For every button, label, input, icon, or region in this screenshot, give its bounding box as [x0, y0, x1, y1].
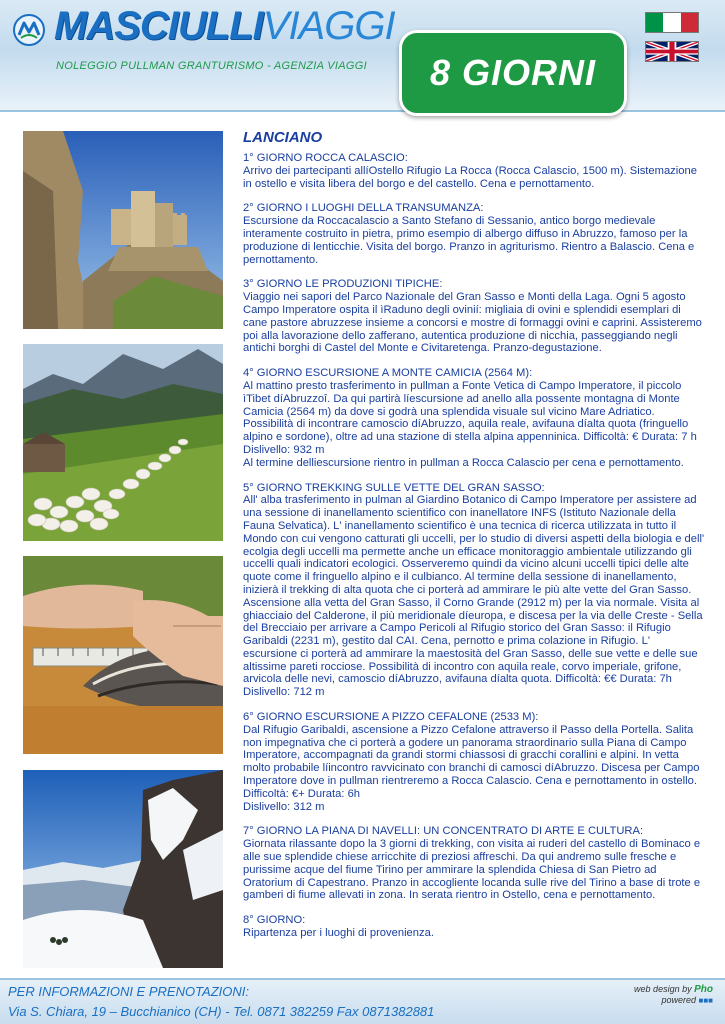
day-heading: 8° GIORNO:	[243, 914, 306, 927]
web-design-credit[interactable]	[603, 984, 713, 995]
snow-mountain-photo	[23, 770, 223, 968]
powered-logo: ■■■	[698, 996, 713, 1005]
credits	[603, 984, 713, 1005]
itinerary	[243, 129, 705, 952]
uk-flag-icon[interactable]	[645, 41, 699, 62]
day-heading: 1° GIORNO ROCCA CALASCIO:	[243, 152, 408, 164]
day-description: Viaggio nei sapori del Parco Nazionale del Gran Sasso e Monti della Laga. Ogni 5 agosto Campo Imperatore ospita il ìRaduno degli ovinií: migliaia di ovini e splendidi esemplari di cane pastore abruzzese insieme a concorsi e mostre di formaggi ovini e caprini. Assisteremo poi alla lavorazione dello zafferano, autentica produzione di nicchia, passeggiando negli antichi borghi di Castel del Monte e Civitaretenga. Pranzo-degustazione.	[243, 291, 702, 355]
day-4	[243, 367, 705, 469]
day-heading: 3° GIORNO LE PRODUZIONI TIPICHE:	[243, 278, 443, 291]
tagline: NOLEGGIO PULLMAN GRANTURISMO - AGENZIA VIAGGI	[56, 60, 367, 72]
brand-name-bold: MASCIULLI	[54, 4, 263, 48]
brand-logo-icon	[12, 13, 46, 47]
day-heading: 7° GIORNO LA PIANA DI NAVELLI: UN CONCENTRATO DI ARTE E CULTURA:	[243, 825, 644, 838]
day-description: Giornata rilassante dopo la 3 giorni di trekking, con visita ai ruderi del castello di Bominaco e alle sue splendide chiese arricchite di preziosi affreschi. Da qui andremo sulle fresche e purissime acque del fiume Tirino per ammirare la splendida Chiesa di San Pietro ad Oratorium di Capestrano. Pranzo in accogliente locanda sulle rive del Tirino a base di trote e gamberi di fiume allevati in zona. In serata rientro in Ostello, cena e pernottamento.	[243, 838, 701, 902]
day-8	[243, 914, 705, 940]
day-heading: 2° GIORNO I LUOGHI DELLA TRANSUMANZA:	[243, 202, 484, 215]
day-3	[243, 278, 705, 355]
day-1	[243, 152, 705, 190]
day-description: Al mattino presto trasferimento in pullman a Fonte Vetica di Campo Imperatore, il piccolo ìTibet díAbruzzoî. Da qui partirà líescursione ad anello alla possente montagna di Monte Camicia (2564 m) da dove si godrà una splendida visuale sul vicino Mare Adriatico. Possibilità di incontrare camoscio díAbruzzo, aquila reale, avifauna díalta quota (fringuello alpino e sordone), oltre ad una stazione di stella alpina appenninica. Difficoltà: € Durata: 7 h Dislivello: 932 m Al termine delliescursione rientro in pullman a Rocca Calascio per cena e pernottamento.	[243, 379, 697, 469]
powered-label: powered	[661, 995, 696, 1005]
day-2	[243, 202, 705, 266]
italian-flag-icon[interactable]	[645, 12, 699, 33]
bird-ringing-photo	[23, 556, 223, 754]
day-7	[243, 825, 705, 902]
day-heading: 4° GIORNO ESCURSIONE A MONTE CAMICIA (2564 M):	[243, 367, 533, 380]
itinerary-title: LANCIANO	[243, 129, 323, 146]
header	[0, 0, 725, 112]
day-description: Ripartenza per i luoghi di provenienza.	[243, 927, 434, 940]
days-badge-label: 8 GIORNI	[429, 52, 597, 93]
day-heading: 6° GIORNO ESCURSIONE A PIZZO CEFALONE (2533 M):	[243, 711, 539, 724]
day-description: Dal Rifugio Garibaldi, ascensione a Pizzo Cefalone attraverso il Passo della Portella. Salita non impegnativa che ci porterà a godere un panorama straordinario sulla Piana di Campo Imperatore, accompagnati da grandi stormi chiassosi di gracchi corallini e alpini. In vetta molto probabile líincontro ravvicinato con branchi di camosci díAbruzzo. Discesa per Campo Imperatore dove in pullman rientreremo a Rocca Calascio. Cena e pernottamento in ostello. Difficoltà: €+ Durata: 6h Dislivello: 312 m	[243, 723, 700, 813]
web-design-logo: Pho	[694, 984, 713, 995]
days-badge	[399, 30, 627, 116]
sheep-photo	[23, 344, 223, 541]
web-design-label: web design by	[634, 984, 692, 994]
brand-name-light: VIAGGI	[262, 4, 395, 48]
day-description: Escursione da Roccacalascio a Santo Stefano di Sessanio, antico borgo medievale interamente costruito in pietra, primo esempio di albergo diffuso in Abruzzo, famoso per la produzione di lenticchie. Visita del borgo. Pranzo in agriturismo. Rientro a Balascio. Cena e pernottamento.	[243, 215, 695, 266]
footer-contact: Via S. Chiara, 19 – Bucchianico (CH) - Tel. 0871 382259 Fax 0871382881	[8, 1004, 435, 1019]
powered-credit[interactable]	[603, 995, 713, 1005]
day-6	[243, 711, 705, 813]
brand-name	[54, 4, 395, 60]
day-description: Arrivo dei partecipanti allíOstello Rifugio La Rocca (Rocca Calascio, 1500 m). Sistemazione in ostello e visita libera del borgo e del castello. Cena e pernottamento.	[243, 164, 697, 190]
day-5	[243, 482, 705, 700]
day-heading: 5° GIORNO TREKKING SULLE VETTE DEL GRAN SASSO:	[243, 481, 545, 494]
castle-photo	[23, 131, 223, 329]
footer	[0, 978, 725, 1024]
footer-title: PER INFORMAZIONI E PRENOTAZIONI:	[8, 984, 249, 999]
day-description: All' alba trasferimento in pulman al Giardino Botanico di Campo Imperatore per assistere ad una sessione di inanellamento scientifico con inanellatore INFS (Istituto Nazionale della Fauna Selvatica). L' inanellamento scientifico è una tecnica di ricerca utilizzata in tutto il Mondo con cui vengono catturati gli uccelli, per lo studio di diversi aspetti della biologia e dell' ecolgia degli uccelli ma permette anche un efficace monitoraggio ambientale utilizzando gli uccelli quali indicatori ecologici. Osserveremo quindi da vicino alcuni uccelli tipici delle alte quote come il fringuello alpino e il culbianco. Al termine della sessione di inanellamento, inizierà il trekking di alta quota che ci porterà ad ammirare le più alte vette del Gran Sasso. Ascensione alla vetta del Gran Sasso, il Corno Grande (2912 m) per la via normale. Visita al ghiacciaio del Calderone, il più meridionale díeuropa, e discesa per la via delle Creste - Sella del Brecciaio per arrivare a Campo Pericoli al Rifugio storico del Gran Sasso: il Rifugio Garibaldi (2231 m), gestito dal CAI. Cena, pernotto e prima colazione in Rifugio. L' escursione ci porterà ad ammirare la maestosità del Gran Sasso, delle sue vette e delle sue altissime pareti rocciose. Possibilità di incontro con aquila reale, corvo imperiale, grifone, arvicola delle nevi, camoscio díAbruzzo, avifauna díalta quota. Difficoltà: €€ Durata: 7h Dislivello: 712 m	[243, 494, 705, 699]
